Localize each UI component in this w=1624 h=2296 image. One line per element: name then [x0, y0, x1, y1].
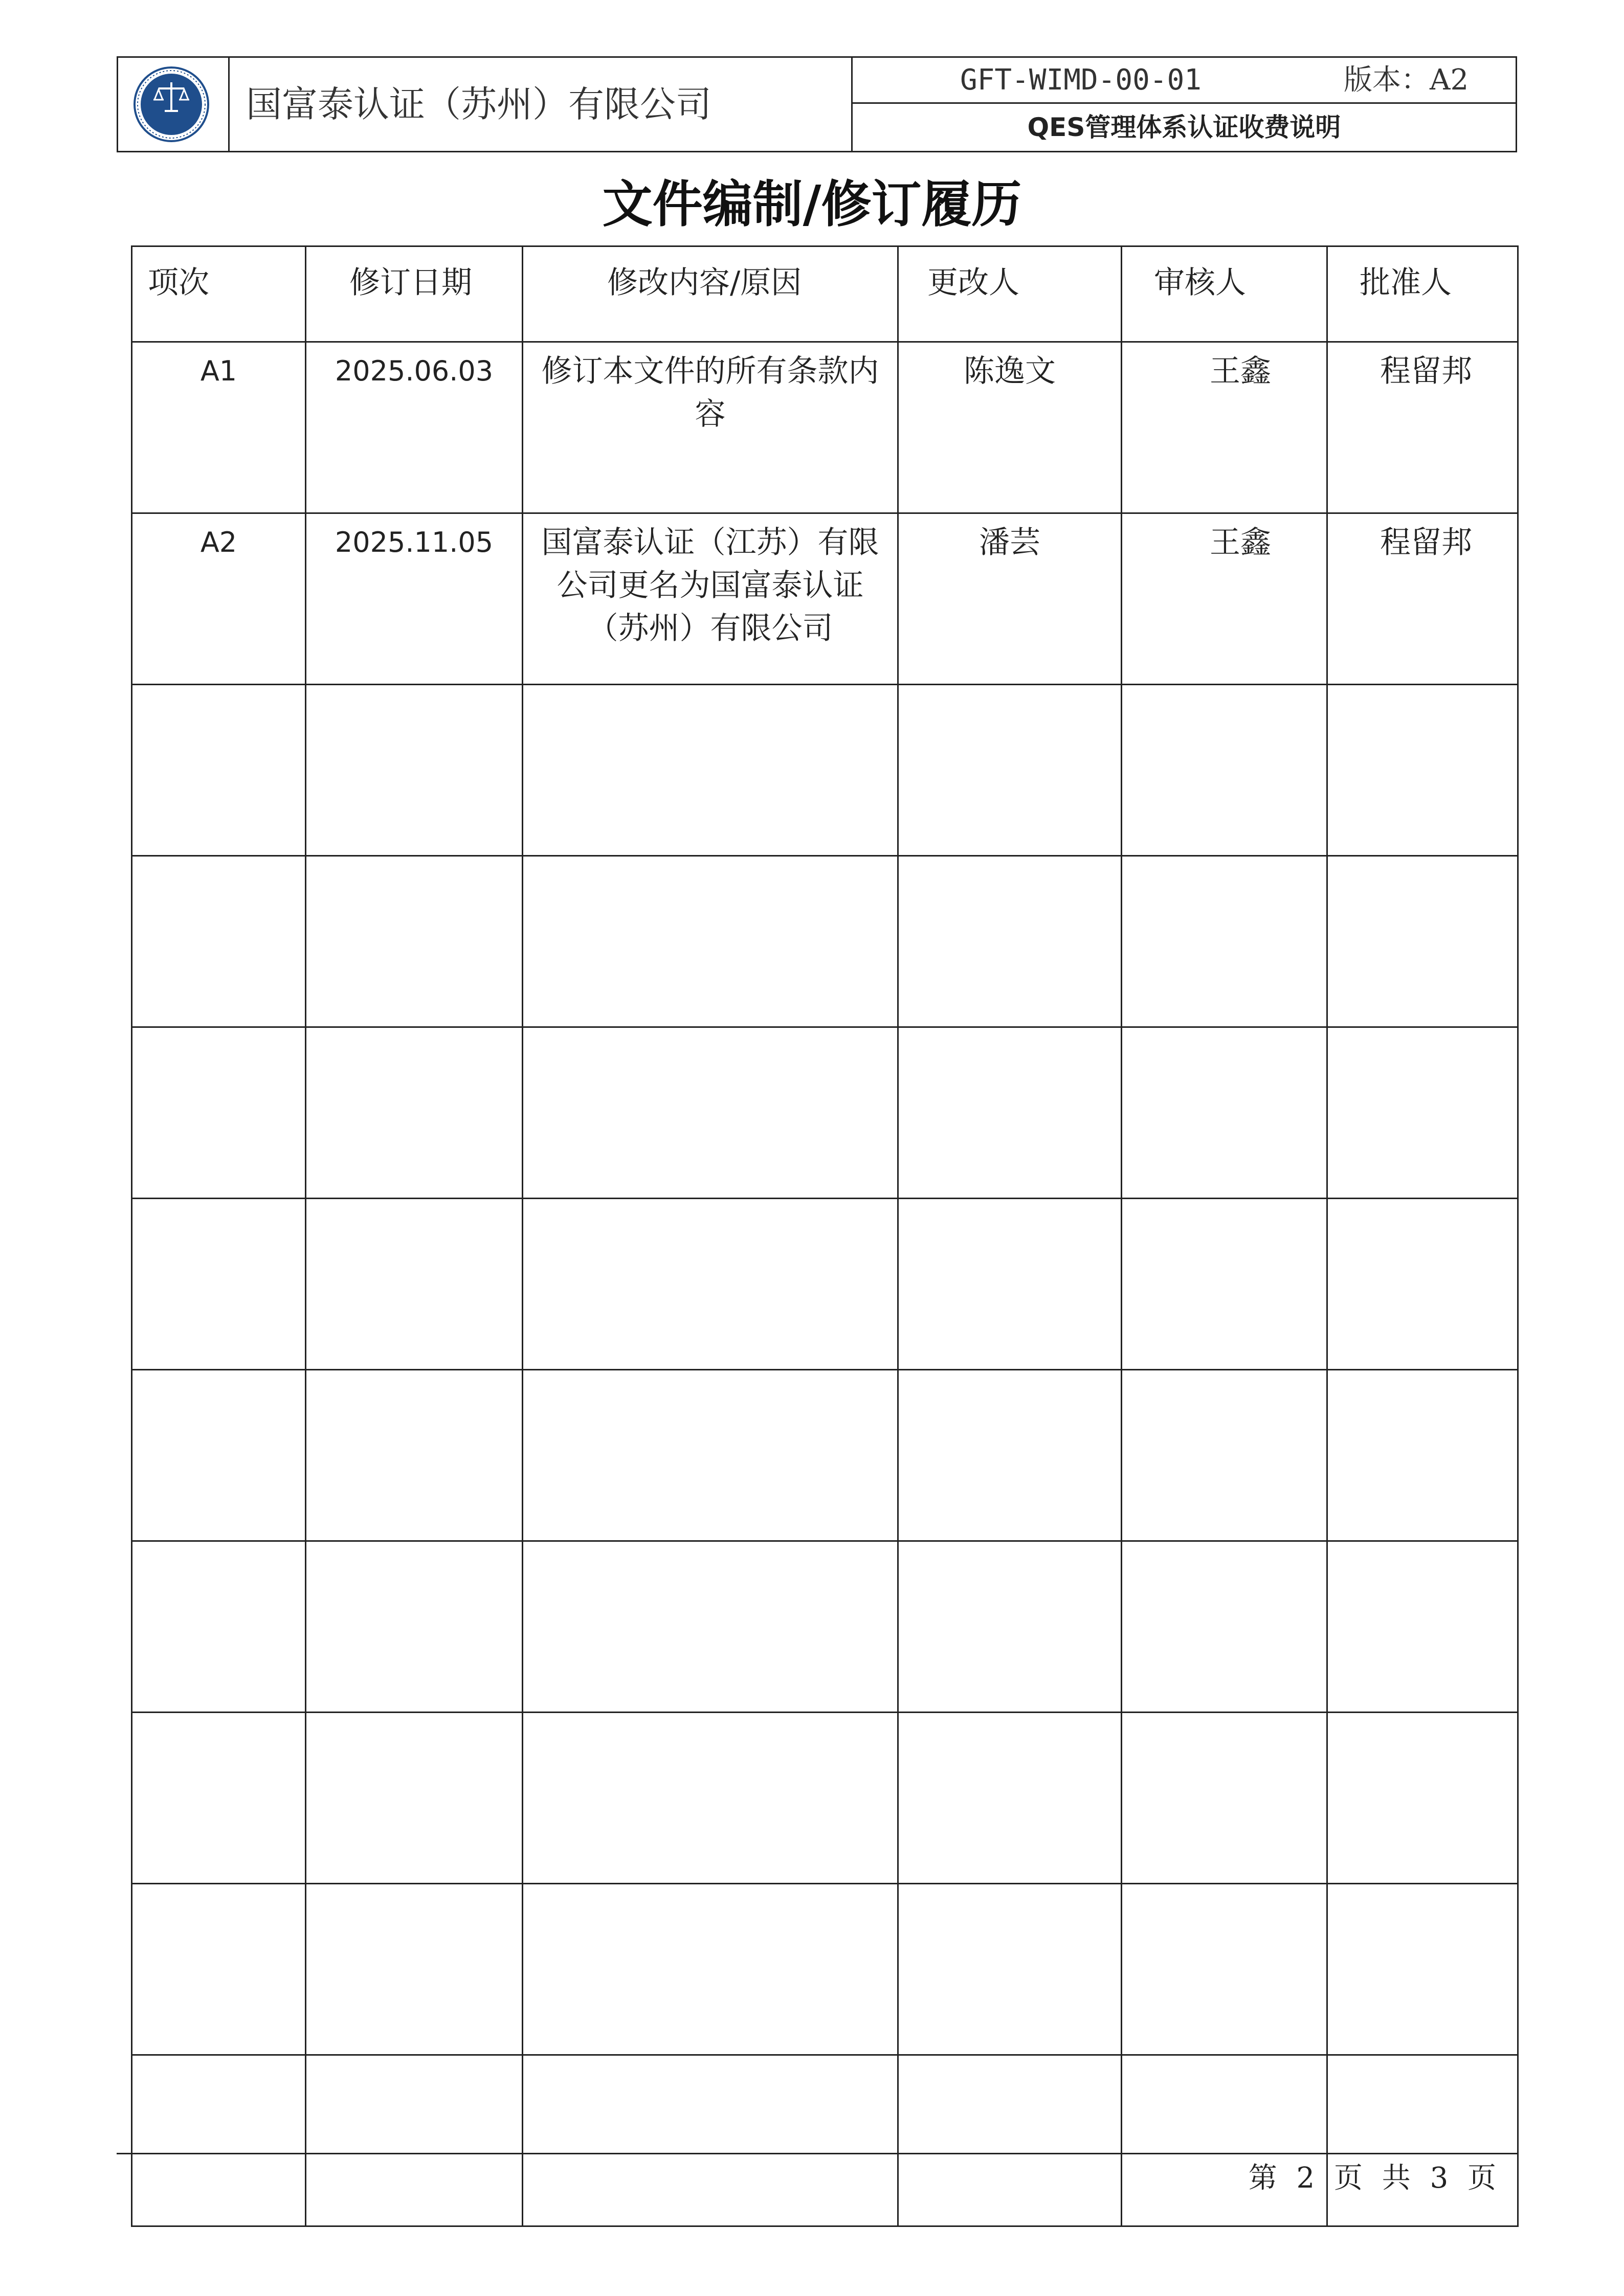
cell-date [306, 1713, 523, 1884]
cell-reviewer [1122, 1370, 1327, 1541]
cell-item [132, 856, 306, 1027]
cell-changer [898, 1199, 1122, 1370]
table-row [132, 1541, 1518, 1713]
doc-title: QES管理体系认证收费说明 [1027, 112, 1341, 142]
revision-history-table [131, 245, 1519, 2227]
cell-reviewer: 王鑫 [1122, 513, 1327, 685]
cell-content [523, 856, 898, 1027]
header-right [851, 58, 1516, 151]
cell-changer [898, 1370, 1122, 1541]
cell-approver [1327, 1199, 1518, 1370]
table-row [132, 1713, 1518, 1884]
cell-date [306, 1370, 523, 1541]
cell-date: 2025.11.05 [306, 513, 523, 685]
cell-changer: 陈逸文 [898, 342, 1122, 513]
cell-changer [898, 856, 1122, 1027]
cell-reviewer [1122, 1884, 1327, 2055]
cell-changer [898, 1541, 1122, 1713]
cell-approver [1327, 856, 1518, 1027]
cell-changer [898, 1884, 1122, 2055]
cell-reviewer [1122, 1027, 1327, 1199]
cell-item [132, 1370, 306, 1541]
cell-date [306, 1541, 523, 1713]
doc-version: 版本：A2 [1344, 63, 1469, 97]
cell-date: 2025.06.03 [306, 342, 523, 513]
cell-date [306, 1884, 523, 2055]
table-row [132, 1370, 1518, 1541]
cell-item [132, 1713, 306, 1884]
cell-content [523, 2055, 898, 2226]
cell-approver [1327, 1541, 1518, 1713]
cell-reviewer [1122, 1541, 1327, 1713]
cell-content [523, 1199, 898, 1370]
cell-item: A1 [132, 342, 306, 513]
cell-date [306, 1199, 523, 1370]
cell-approver [1327, 685, 1518, 856]
cell-content [523, 1713, 898, 1884]
cell-content: 修订本文件的所有条款内容 [523, 342, 898, 513]
header-reviewer: 审核人 [1122, 246, 1327, 342]
cell-item: A2 [132, 513, 306, 685]
cell-item [132, 1027, 306, 1199]
company-name: 国富泰认证（苏州）有限公司 [246, 83, 711, 125]
doc-number: GFT-WIMD-00-01 [960, 63, 1202, 97]
cell-reviewer [1122, 1713, 1327, 1884]
header-changer: 更改人 [898, 246, 1122, 342]
table-row [132, 1027, 1518, 1199]
cell-item [132, 2055, 306, 2226]
cell-date [306, 1027, 523, 1199]
cell-content [523, 1884, 898, 2055]
cell-item [132, 685, 306, 856]
cell-approver [1327, 1884, 1518, 2055]
cell-changer [898, 685, 1122, 856]
table-row [132, 513, 1518, 685]
cell-item [132, 1884, 306, 2055]
table-row [132, 1199, 1518, 1370]
header-approver: 批准人 [1327, 246, 1518, 342]
cell-date [306, 2055, 523, 2226]
table-row [132, 856, 1518, 1027]
cell-approver [1327, 1370, 1518, 1541]
footer-divider [117, 2153, 1517, 2154]
header-date: 修订日期 [306, 246, 523, 342]
cell-reviewer [1122, 685, 1327, 856]
cell-approver: 程留邦 [1327, 513, 1518, 685]
company-logo-icon [133, 66, 210, 143]
cell-reviewer [1122, 856, 1327, 1027]
cell-changer [898, 2055, 1122, 2226]
cell-content [523, 1370, 898, 1541]
header-right-top [853, 58, 1516, 104]
page-title: 文件编制/修订履历 [602, 175, 1022, 234]
header-item: 项次 [132, 246, 306, 342]
header-content: 修改内容/原因 [523, 246, 898, 342]
cell-approver [1327, 1713, 1518, 1884]
document-header [117, 56, 1517, 152]
table-row [132, 685, 1518, 856]
cell-content [523, 1027, 898, 1199]
table-row [132, 342, 1518, 513]
cell-item [132, 1199, 306, 1370]
cell-date [306, 856, 523, 1027]
cell-approver [1327, 1027, 1518, 1199]
cell-reviewer: 王鑫 [1122, 342, 1327, 513]
cell-reviewer [1122, 1199, 1327, 1370]
cell-item [132, 1541, 306, 1713]
cell-changer [898, 1027, 1122, 1199]
logo-cell [118, 58, 230, 151]
cell-changer [898, 1713, 1122, 1884]
table-row [132, 1884, 1518, 2055]
cell-content: 国富泰认证（江苏）有限公司更名为国富泰认证（苏州）有限公司 [523, 513, 898, 685]
cell-date [306, 685, 523, 856]
cell-content [523, 685, 898, 856]
cell-changer: 潘芸 [898, 513, 1122, 685]
cell-content [523, 1541, 898, 1713]
page-number: 第 2 页 共 3 页 [1248, 2162, 1501, 2195]
table-header-row [132, 246, 1518, 342]
cell-approver: 程留邦 [1327, 342, 1518, 513]
